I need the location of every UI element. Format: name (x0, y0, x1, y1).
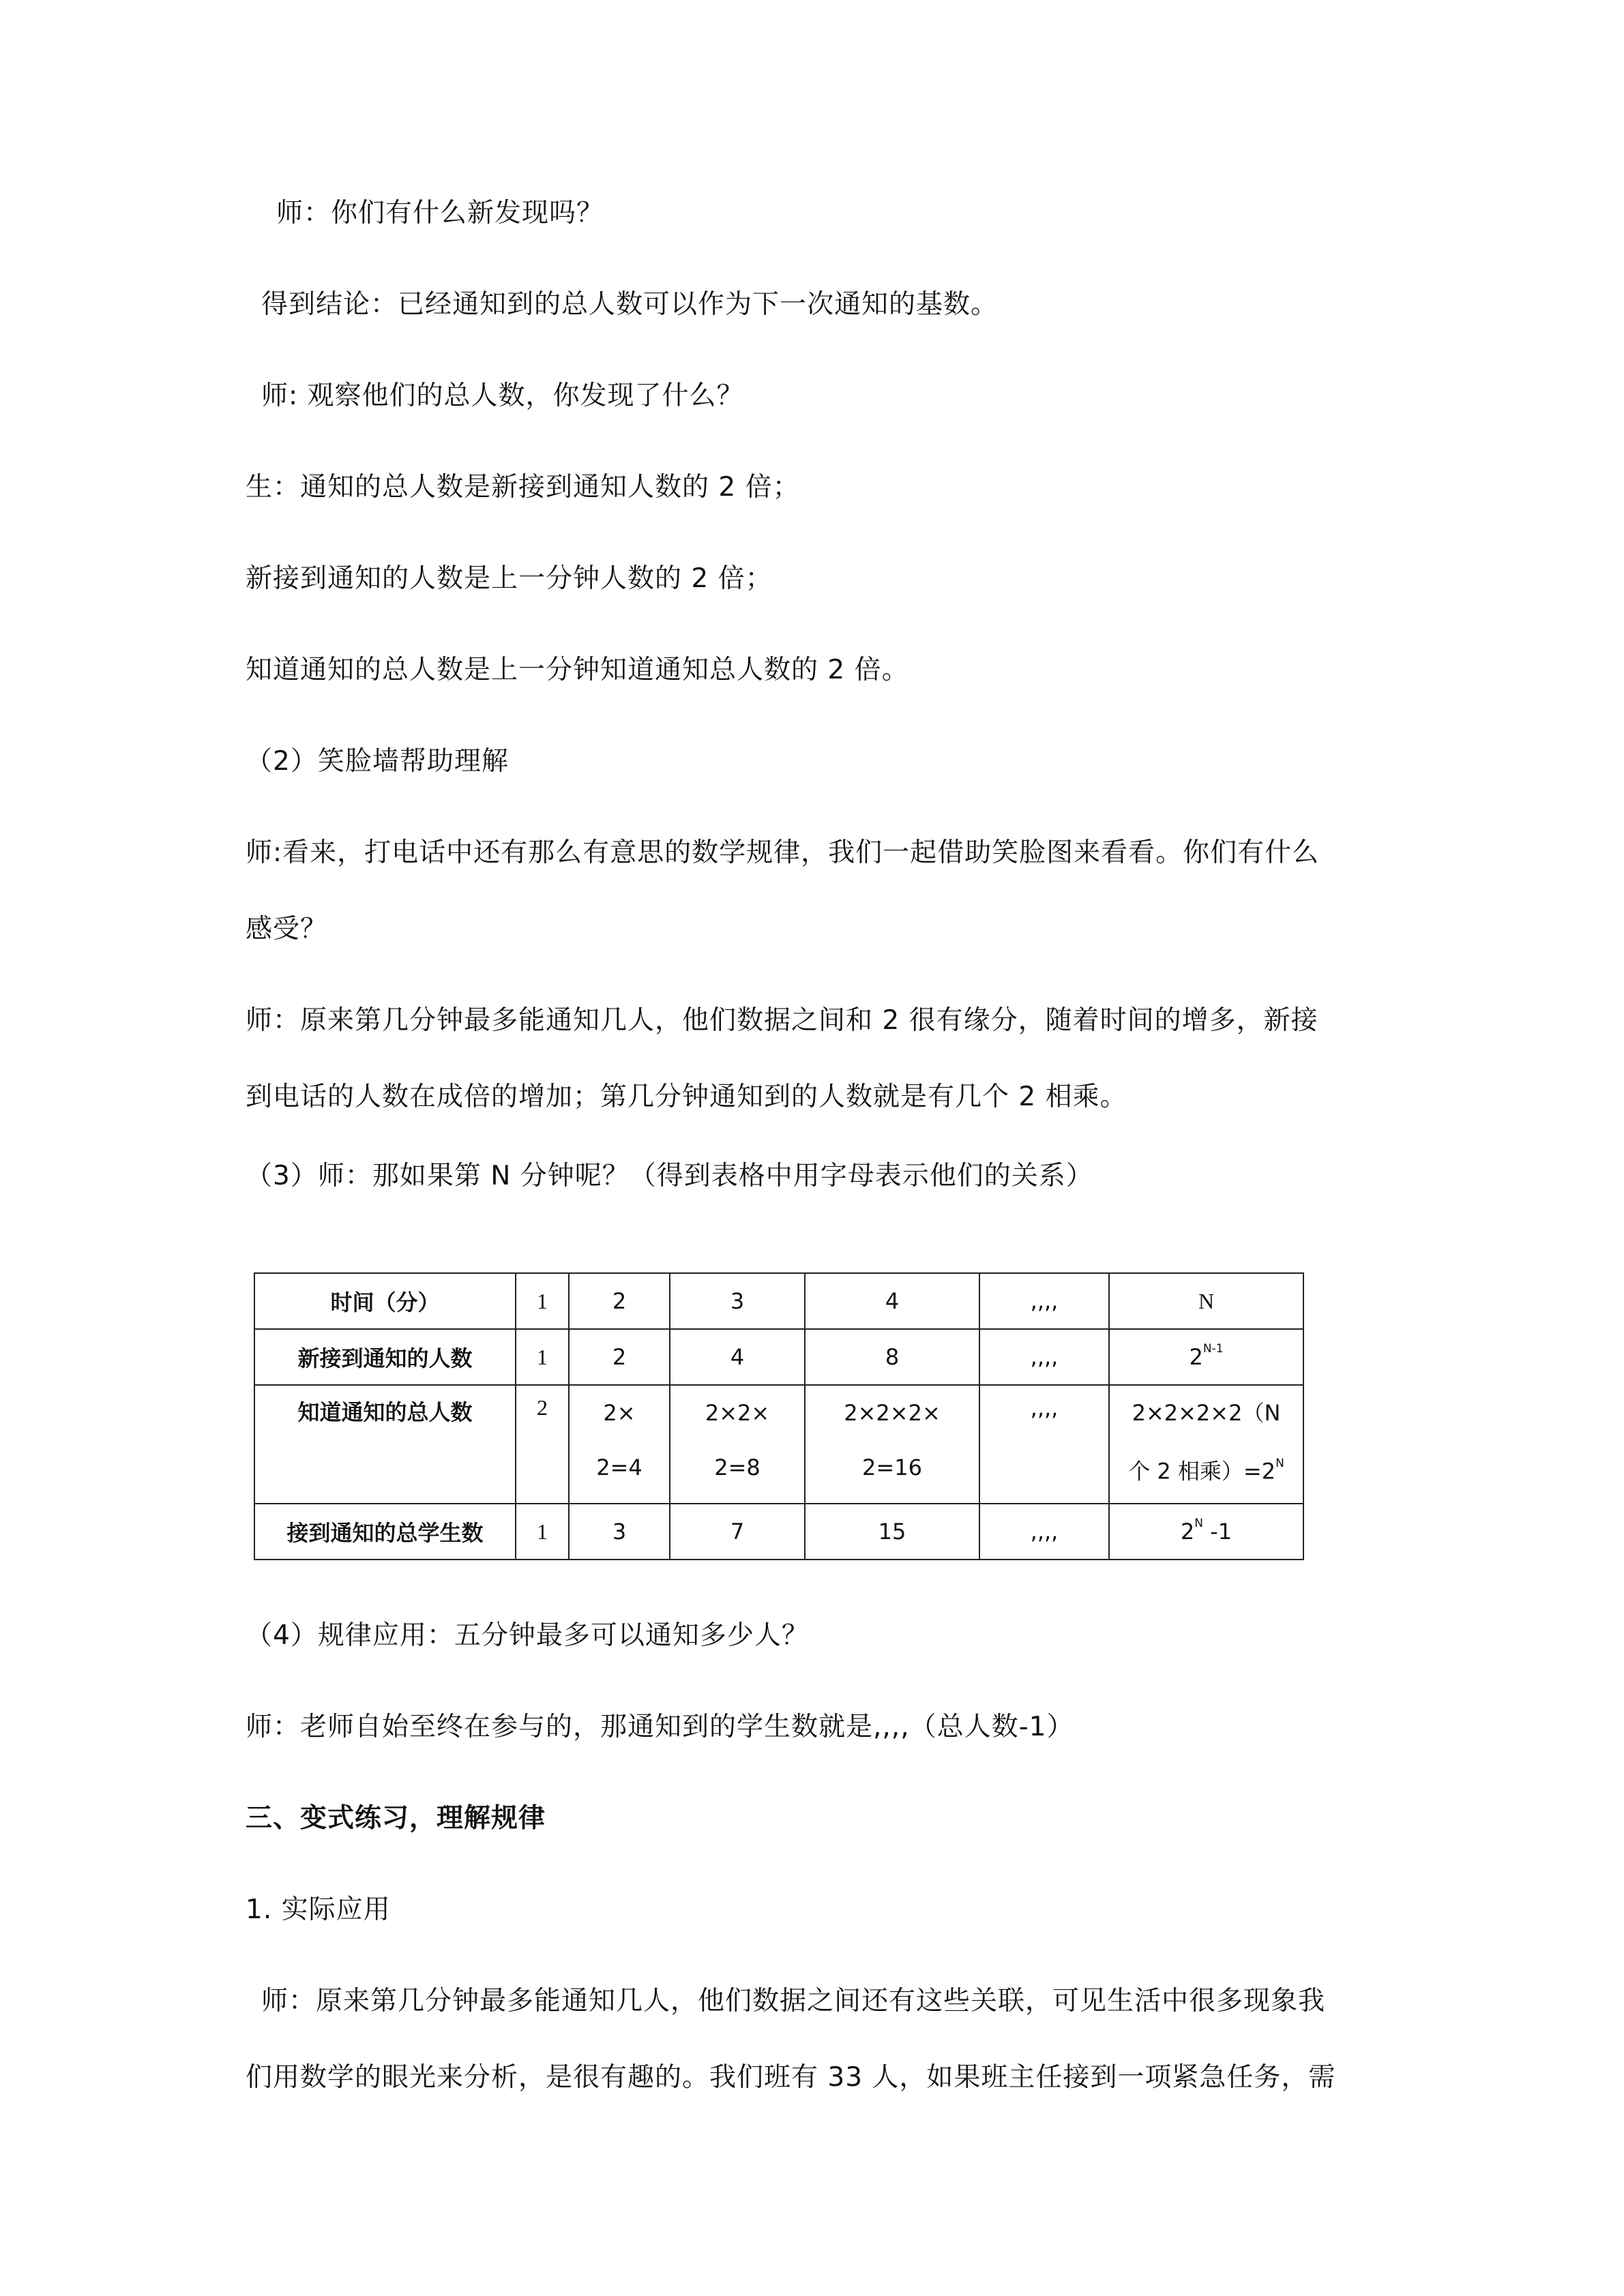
formula-base: 2 (1189, 1344, 1203, 1370)
paragraph-total-knowers: 知道通知的总人数是上一分钟知道通知总人数的 2 倍。 (246, 655, 909, 685)
table-cell: N (1109, 1273, 1303, 1329)
paragraph-new-receivers: 新接到通知的人数是上一分钟人数的 2 倍； (246, 563, 773, 594)
formula-base: 2 (1180, 1519, 1195, 1545)
pattern-table (254, 1272, 1304, 1560)
paragraph-teacher-question: 师：你们有什么新发现吗？ (276, 198, 604, 228)
formula-exponent: N (1194, 1517, 1203, 1531)
table-cell-label: 知道通知的总人数 (254, 1385, 516, 1504)
table-cell: 1 (516, 1273, 569, 1329)
table-cell: 2 (569, 1329, 670, 1385)
cell-line-bottom (1128, 1440, 1284, 1499)
table-cell: 1 (516, 1504, 569, 1560)
table-cell: 7 (670, 1504, 805, 1560)
section-heading: 三、变式练习，理解规律 (246, 1803, 546, 1834)
formula-exponent: N-1 (1202, 1342, 1224, 1356)
table-cell: 2 (516, 1385, 569, 1504)
table-row-total-knowers (254, 1385, 1303, 1504)
cell-line-top: 2× (603, 1400, 636, 1426)
table-cell: 3 (569, 1504, 670, 1560)
table-cell (670, 1385, 805, 1504)
table-cell-label: 接到通知的总学生数 (254, 1504, 516, 1560)
cell-line-top: 2×2×2× (844, 1400, 941, 1426)
paragraph-teacher-rule-line2: 感受？ (246, 914, 328, 944)
paragraph-teacher-summary-line1: 师：原来第几分钟最多能通知几人，他们数据之间和 2 很有缘分，随着时间的增多，新接 (246, 1005, 1318, 1036)
table-cell: ,,,, (979, 1273, 1109, 1329)
table-cell-label: 时间（分） (254, 1273, 516, 1329)
table-cell-formula (1109, 1504, 1303, 1560)
paragraph-teacher-observe: 师: 观察他们的总人数，你发现了什么？ (261, 381, 744, 411)
formula-text: 个 2 相乘）=2 (1128, 1458, 1276, 1485)
table-cell: ,,,, (979, 1385, 1109, 1504)
paragraph-class-task-line2: 们用数学的眼光来分析，是很有趣的。我们班有 33 人，如果班主任接到一项紧急任务，需 (246, 2062, 1336, 2093)
table-cell: 15 (805, 1504, 979, 1560)
table-row-total-students (254, 1504, 1303, 1560)
cell-line-top: 2×2× (705, 1400, 770, 1426)
paragraph-teacher-rule-line1: 师:看来，打电话中还有那么有意思的数学规律，我们一起借助笑脸图来看看。你们有什么 (246, 837, 1320, 868)
paragraph-class-task-line1: 师：原来第几分钟最多能通知几人，他们数据之间还有这些关联，可见生活中很多现象我 (261, 1986, 1326, 2016)
table-cell-formula (1109, 1385, 1303, 1504)
paragraph-teacher-students: 师：老师自始至终在参与的，那通知到的学生数就是,,,,（总人数-1） (246, 1712, 1074, 1742)
formula-tail: -1 (1203, 1519, 1232, 1545)
table-cell: 4 (670, 1329, 805, 1385)
table-cell: 4 (805, 1273, 979, 1329)
table-row-new-receivers (254, 1329, 1303, 1385)
cell-line-top: 2×2×2×2（N (1132, 1400, 1281, 1426)
paragraph-nth-minute: （3）师：那如果第 N 分钟呢？（得到表格中用字母表示他们的关系） (246, 1161, 1093, 1191)
paragraph-smile-wall: （2）笑脸墙帮助理解 (246, 746, 509, 777)
paragraph-conclusion: 得到结论：已经通知到的总人数可以作为下一次通知的基数。 (261, 289, 999, 320)
table-row-time (254, 1273, 1303, 1329)
table-cell-formula (1109, 1329, 1303, 1385)
cell-line-bottom: 2=4 (596, 1455, 643, 1480)
table-cell (569, 1385, 670, 1504)
table-cell-label: 新接到通知的人数 (254, 1329, 516, 1385)
list-item-practical: 1. 实际应用 (246, 1894, 391, 1925)
table-cell: ,,,, (979, 1329, 1109, 1385)
cell-line-bottom: 2=8 (714, 1455, 761, 1480)
table-cell: 3 (670, 1273, 805, 1329)
formula-exponent: N (1275, 1457, 1284, 1470)
paragraph-rule-application: （4）规律应用：五分钟最多可以通知多少人？ (246, 1620, 809, 1651)
table-cell (805, 1385, 979, 1504)
table-cell: 1 (516, 1329, 569, 1385)
paragraph-teacher-summary-line2: 到电话的人数在成倍的增加；第几分钟通知到的人数就是有几个 2 相乘。 (246, 1082, 1127, 1112)
table-cell: 2 (569, 1273, 670, 1329)
table-cell: ,,,, (979, 1504, 1109, 1560)
paragraph-student-answer: 生：通知的总人数是新接到通知人数的 2 倍； (246, 472, 800, 503)
table-cell: 8 (805, 1329, 979, 1385)
cell-line-bottom: 2=16 (862, 1455, 922, 1480)
